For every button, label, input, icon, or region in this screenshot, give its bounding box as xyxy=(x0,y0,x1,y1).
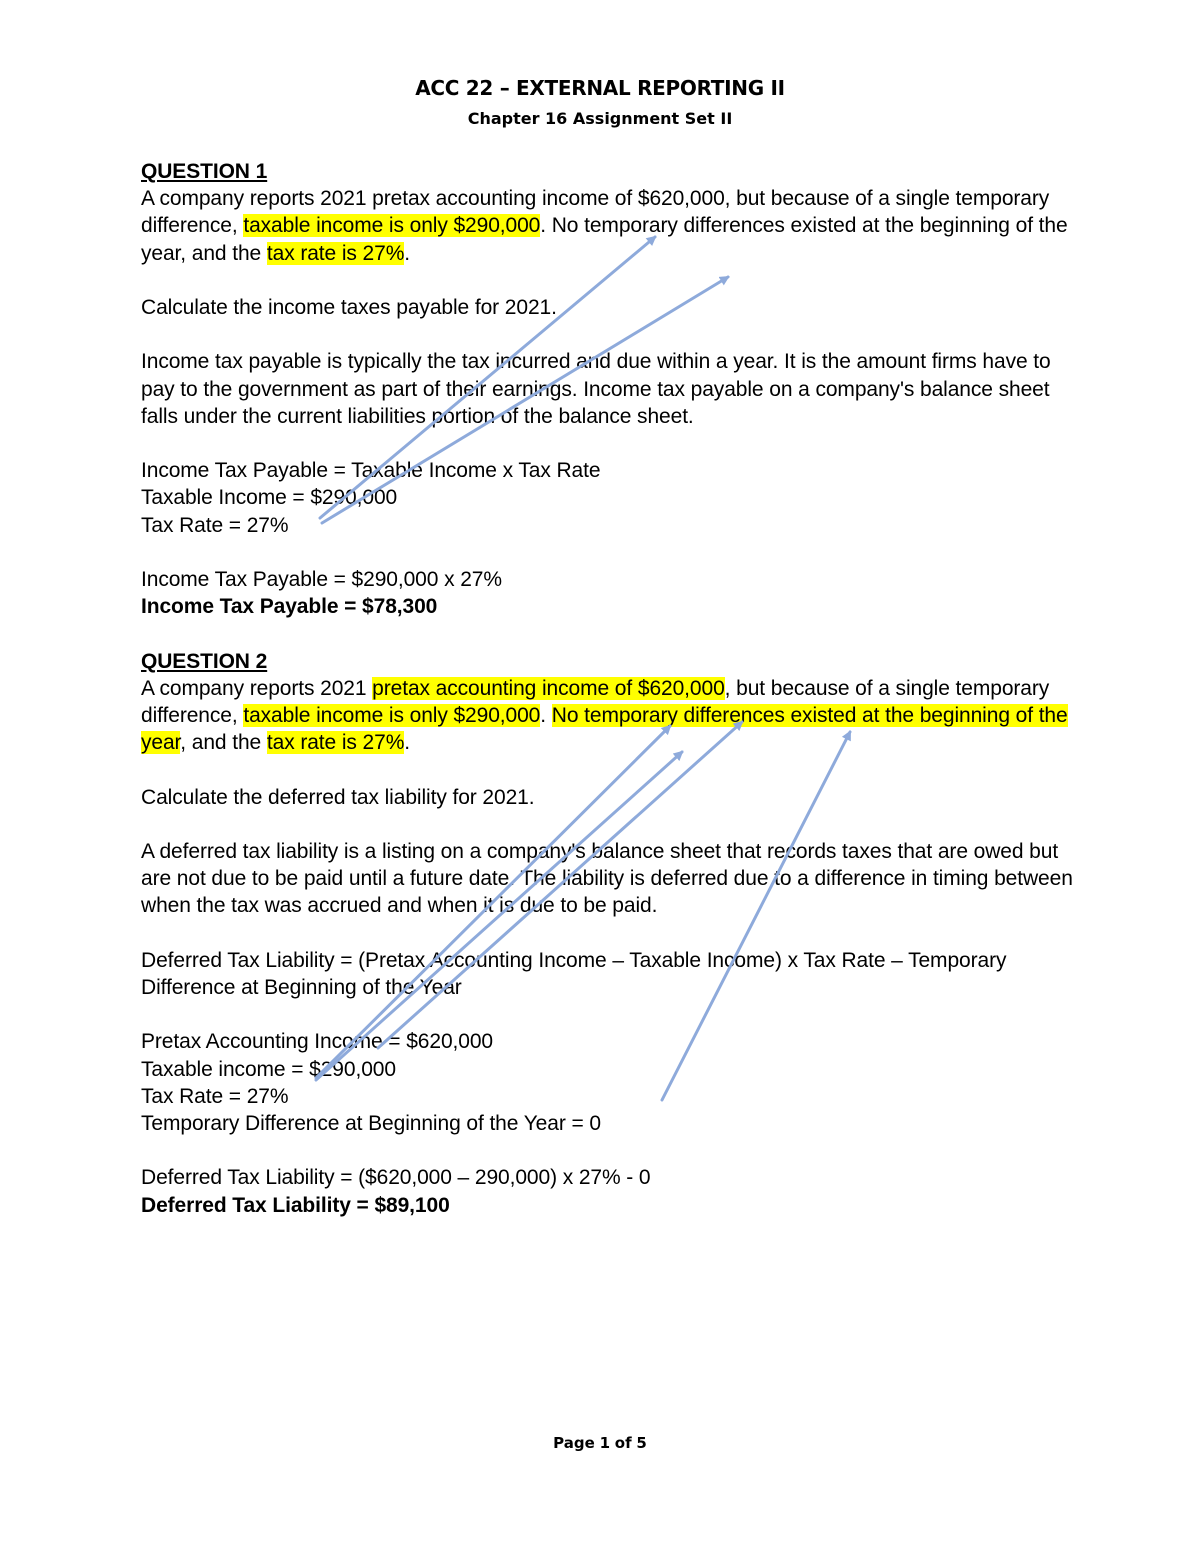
question-1-calculation: Income Tax Payable = $290,000 x 27% xyxy=(141,567,502,591)
page-number: 1 xyxy=(599,1434,610,1452)
question-1-task: Calculate the income taxes payable for 2021. xyxy=(141,296,557,319)
question-2-answer: Deferred Tax Liability = $89,100 xyxy=(141,1193,450,1217)
question-2-explanation: A deferred tax liability is a listing on a company's balance sheet that records taxes that are owed but are not due to be paid until a future date. The liability is deferred due to a difference in timing between when the tax was accrued and when it is due to be paid. xyxy=(141,839,1073,918)
document-subtitle: Chapter 16 Assignment Set II xyxy=(467,109,733,128)
page-label: Page xyxy=(553,1434,595,1452)
question-1-given-tax-rate: Tax Rate = 27% xyxy=(141,513,289,537)
q2-prompt-text: , and the xyxy=(180,731,267,755)
question-1-explanation: Income tax payable is typically the tax incurred and due within a year. It is the amount firms have to pay to the government as part of their earnings. Income tax payable on a company's balance sheet falls under the current liabilities portion of the balance sheet. xyxy=(141,350,1051,428)
question-1-heading: QUESTION 1 xyxy=(141,160,268,183)
question-2-given-tax-rate: Tax Rate = 27% xyxy=(141,1084,289,1108)
question-2-heading: QUESTION 2 xyxy=(141,649,268,673)
question-1-answer: Income Tax Payable = $78,300 xyxy=(141,595,438,619)
q1-highlight-taxable-income: taxable income is only $290,000 xyxy=(243,214,541,238)
page-total: 5 xyxy=(636,1434,647,1452)
q2-prompt-text: A company reports 2021 xyxy=(141,676,373,700)
q2-highlight-pretax-income: pretax accounting income of $620,000 xyxy=(372,676,725,700)
page-footer xyxy=(0,1434,1200,1452)
question-2-calculation: Deferred Tax Liability = ($620,000 – 290,000) x 27% - 0 xyxy=(141,1166,651,1190)
q2-prompt-text: , but because of a single temporary difference, xyxy=(141,676,1050,727)
question-2-task: Calculate the deferred tax liability for 2021. xyxy=(141,785,535,809)
question-2-given-taxable-income: Taxable income = $290,000 xyxy=(141,1057,396,1081)
of-label: of xyxy=(614,1434,632,1452)
q1-prompt-text: . xyxy=(404,241,411,265)
question-2-given-temporary-difference: Temporary Difference at Beginning of the Year = 0 xyxy=(141,1111,601,1135)
question-2-prompt xyxy=(141,675,1081,757)
q1-prompt-text: A company reports 2021 pretax accounting income of $620,000, but because of a single temporary difference, xyxy=(141,187,1050,238)
q2-highlight-taxable-income: taxable income is only $290,000 xyxy=(243,703,541,727)
document-body xyxy=(141,158,1081,1219)
q2-highlight-tax-rate: tax rate is 27% xyxy=(266,731,405,755)
q2-prompt-text: . xyxy=(404,731,411,755)
question-2-formula: Deferred Tax Liability = (Pretax Accounting Income – Taxable Income) x Tax Rate – Temporary Difference at Beginning of the Year xyxy=(141,948,1007,999)
q2-highlight-no-temporary-differences: No temporary differences existed at the beginning of the year xyxy=(141,703,1068,755)
document-title: ACC 22 – EXTERNAL REPORTING II xyxy=(415,76,785,100)
q1-highlight-tax-rate: tax rate is 27% xyxy=(266,241,405,265)
question-1-formula: Income Tax Payable = Taxable Income x Tax Rate xyxy=(141,459,601,483)
question-2-given-pretax-income: Pretax Accounting Income = $620,000 xyxy=(141,1030,493,1054)
question-1-prompt xyxy=(141,185,1081,267)
q2-prompt-text: . xyxy=(540,703,552,727)
question-1-given-taxable-income: Taxable Income = $290,000 xyxy=(141,486,398,510)
q1-prompt-text: . No temporary differences existed at the beginning of the year, and the xyxy=(141,214,1068,265)
